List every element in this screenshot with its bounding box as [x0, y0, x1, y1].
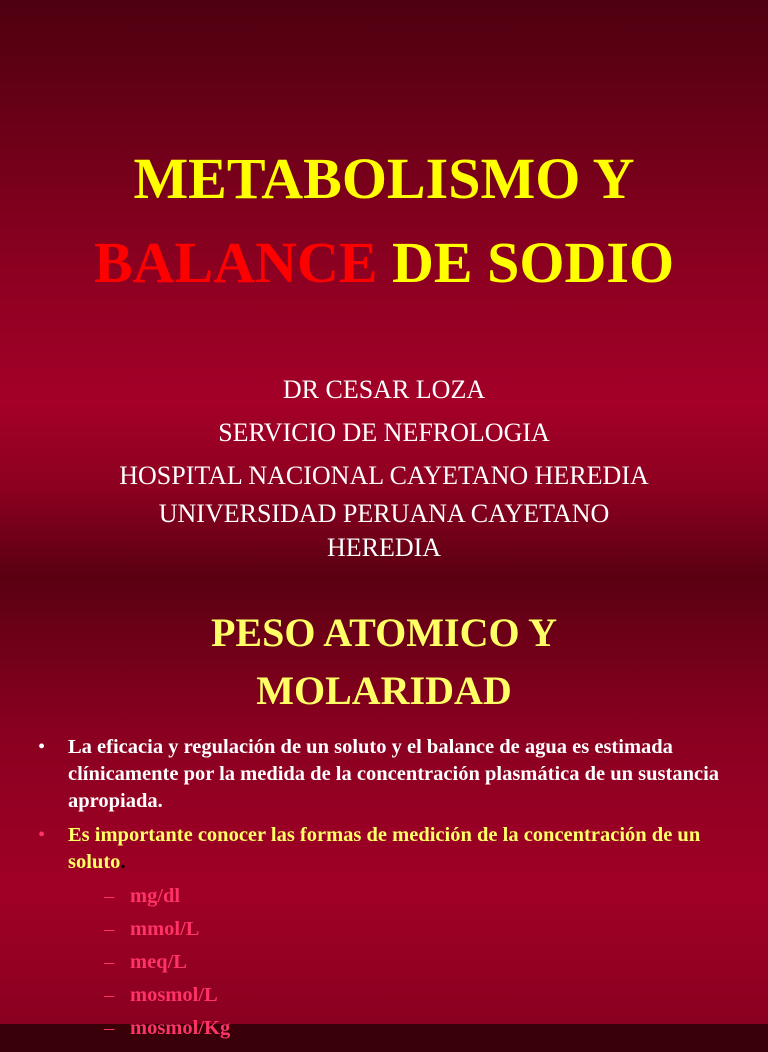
presentation-title	[0, 137, 768, 305]
bullet-item-formas-medicion	[38, 822, 738, 1045]
author-name: DR CESAR LOZA	[282, 375, 486, 404]
unit-label: meq/L	[130, 951, 187, 973]
title-line-1: METABOLISMO Y	[133, 146, 635, 211]
slide-title-peso-atomico	[0, 604, 768, 720]
unit-item	[68, 913, 738, 946]
unit-label: mosmol/Kg	[130, 1017, 231, 1039]
unit-item	[68, 979, 738, 1012]
unit-label: mosmol/L	[130, 984, 218, 1006]
title-word-balance: BALANCE	[93, 230, 378, 295]
bullet-item-eficacia	[38, 734, 738, 815]
unit-item	[68, 946, 738, 979]
dash-marker: –	[104, 918, 115, 940]
slide2-title-line-2: MOLARIDAD	[256, 668, 512, 713]
hospital: HOSPITAL NACIONAL CAYETANO HEREDIA	[119, 461, 649, 490]
unit-label: mg/dl	[130, 885, 181, 907]
unit-label: mmol/L	[130, 918, 200, 940]
bullet-marker: •	[38, 736, 46, 758]
author-block	[0, 368, 768, 565]
unit-item	[68, 880, 738, 913]
university-line-2: HEREDIA	[326, 533, 442, 562]
bullet-period: .	[120, 851, 126, 873]
slide2-title-line-1: PESO ATOMICO Y	[211, 610, 557, 655]
bullet-list	[38, 734, 738, 1052]
unit-item	[68, 1012, 738, 1045]
university-line-1: UNIVERSIDAD PERUANA CAYETANO	[158, 499, 610, 528]
bullet-text-formas-medicion: Es importante conocer las formas de medición de la concentración de un soluto	[68, 824, 701, 873]
dash-marker: –	[104, 885, 115, 907]
bullet-text-eficacia: La eficacia y regulación de un soluto y el balance de agua es estimada clínicamente por la medida de la concentración plasmática de un sustancia apropiada.	[68, 736, 720, 812]
unit-list	[68, 880, 738, 1045]
title-rest: DE SODIO	[377, 230, 675, 295]
dash-marker: –	[104, 1017, 115, 1039]
slide-peso-atomico	[0, 576, 768, 1039]
dash-marker: –	[104, 984, 115, 1006]
department: SERVICIO DE NEFROLOGIA	[218, 418, 550, 447]
dash-marker: –	[104, 951, 115, 973]
bullet-marker: •	[38, 824, 46, 846]
